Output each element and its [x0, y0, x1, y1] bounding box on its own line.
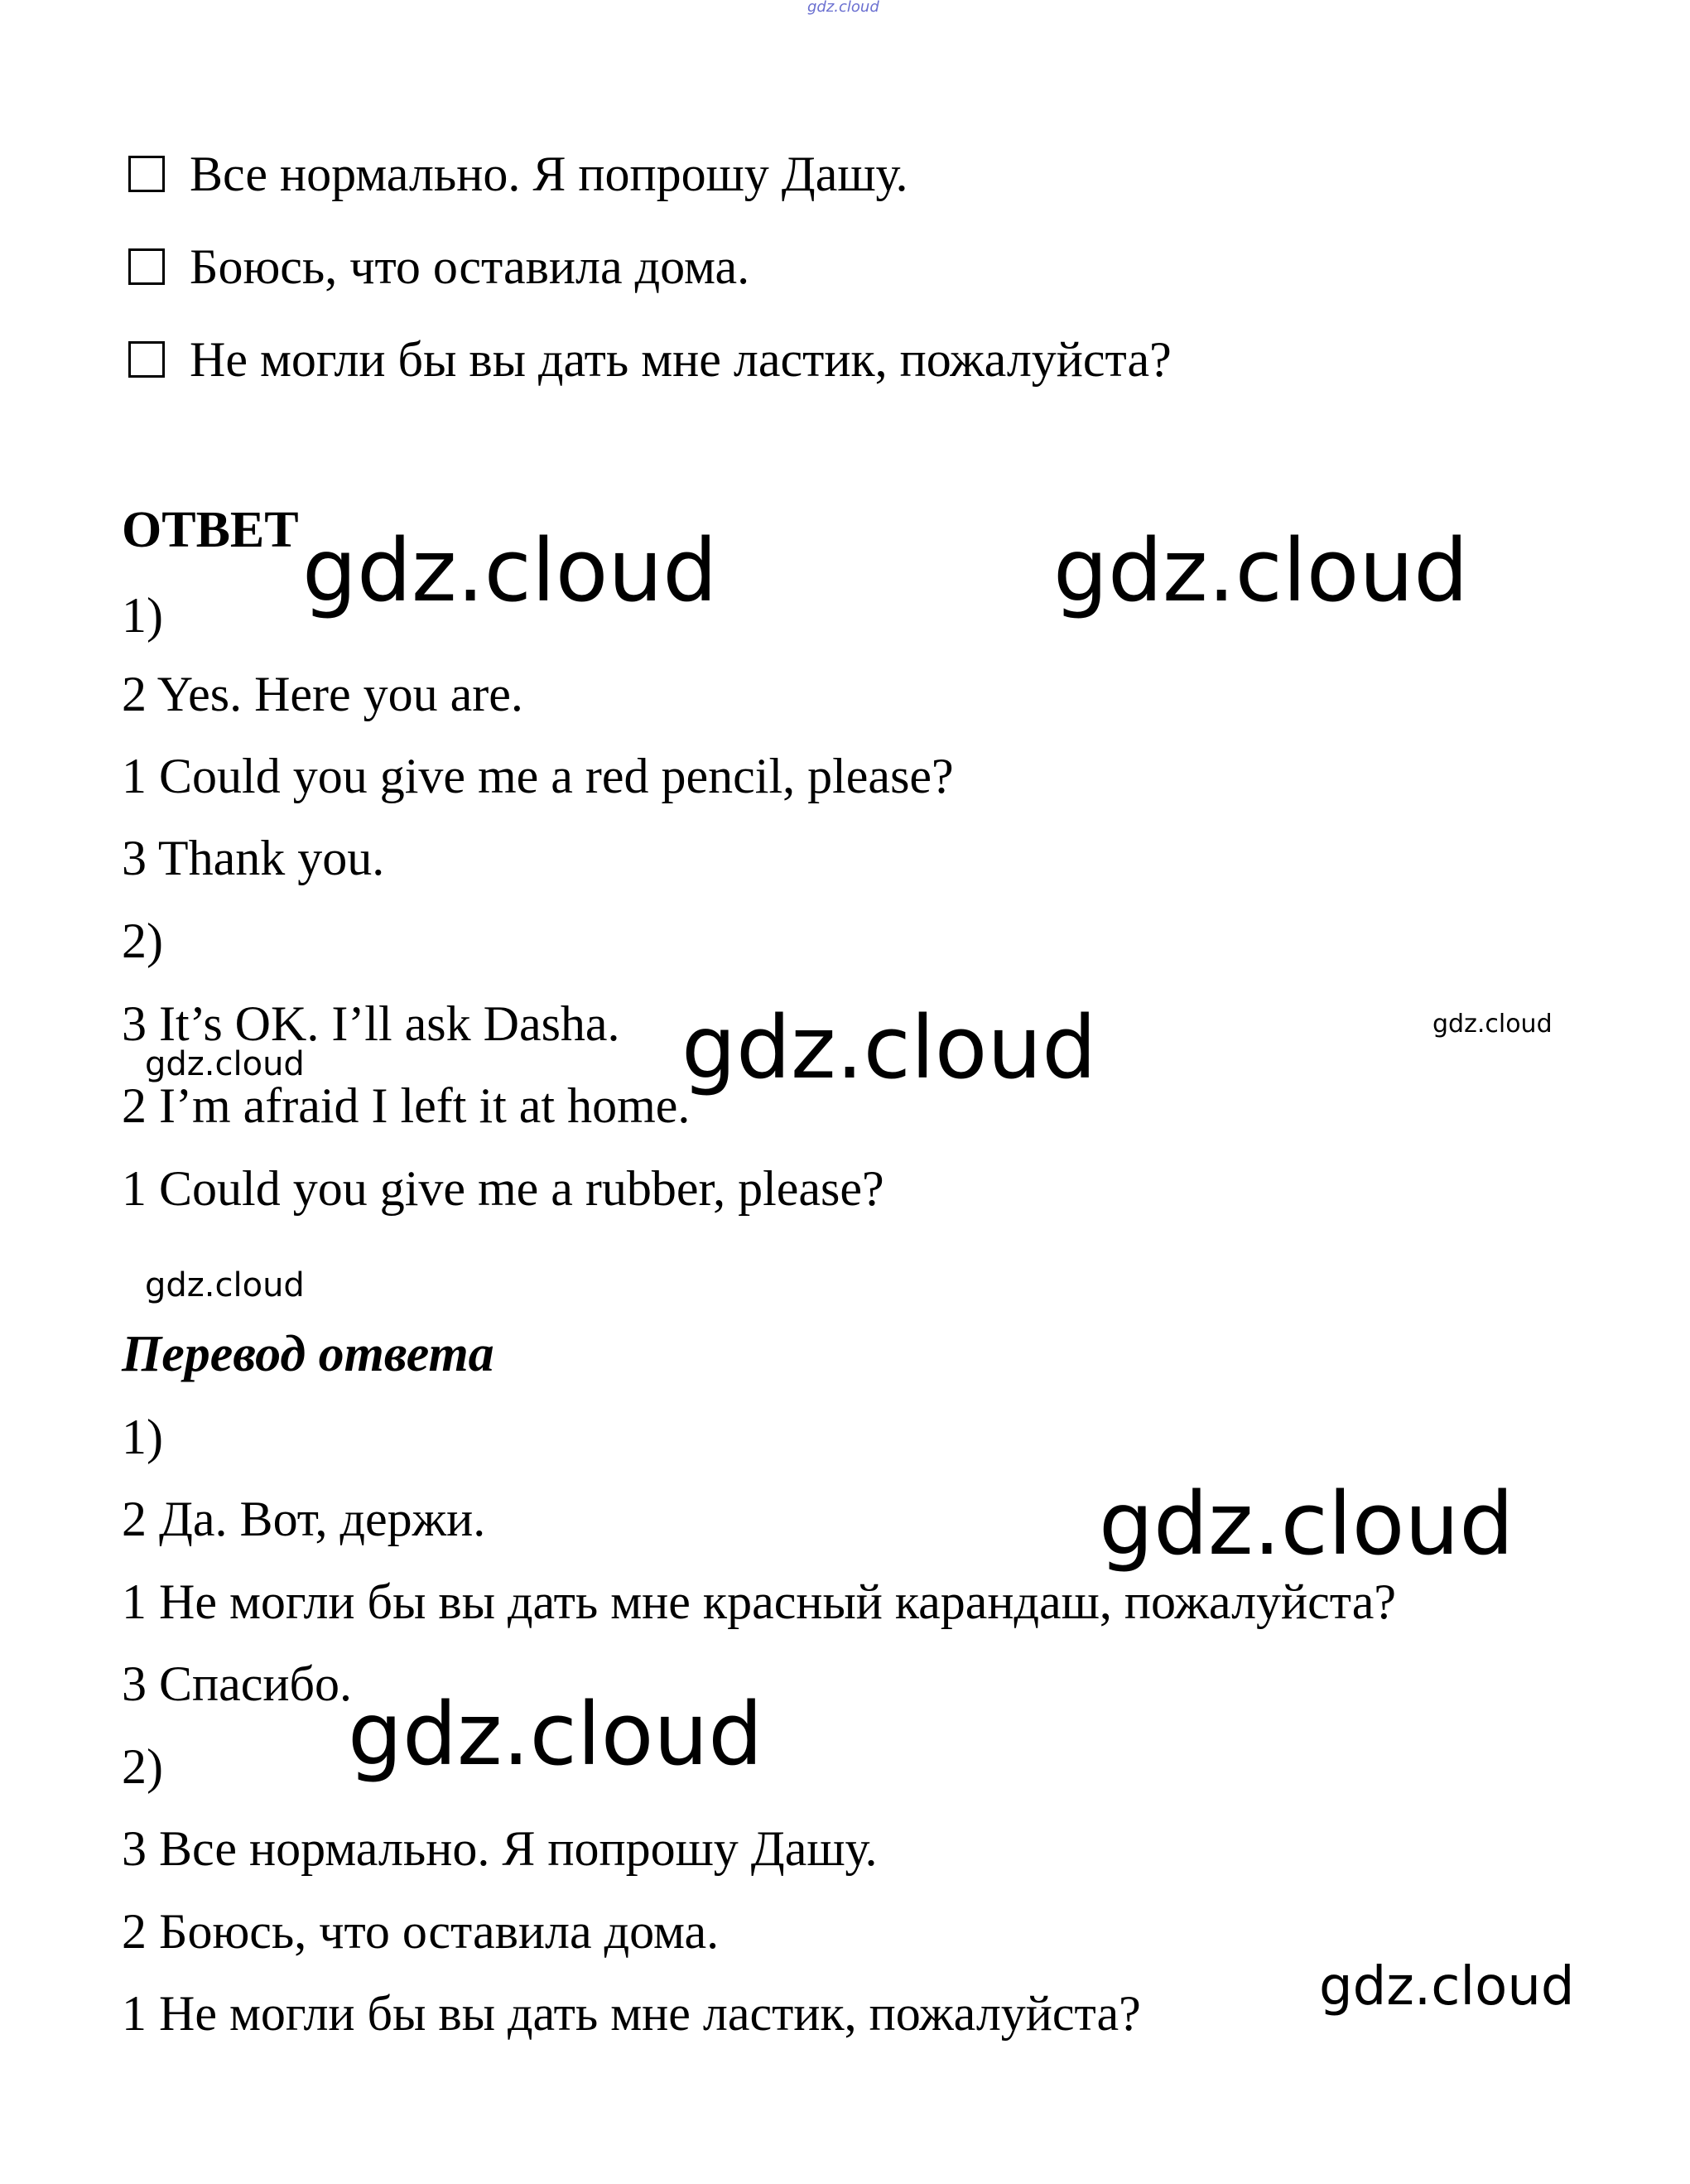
checklist-item-text: Боюсь, что оставила дома. — [190, 239, 750, 294]
translation-line: 1 Не могли бы вы дать мне красный карандаш, пожалуйста? — [122, 1574, 1396, 1629]
translation-part1-label: 1) — [122, 1410, 163, 1464]
checklist-item — [128, 239, 750, 294]
watermark: gdz.cloud — [1319, 1956, 1575, 2018]
answer-line: 2 I’m afraid I left it at home. — [122, 1078, 691, 1133]
answer-heading: ОТВЕТ — [122, 502, 299, 558]
translation-line: 3 Все нормально. Я попрошу Дашу. — [122, 1821, 878, 1876]
watermark: gdz.cloud — [1053, 520, 1469, 621]
checkbox-icon[interactable] — [128, 248, 165, 285]
answer-line: 2 Yes. Here you are. — [122, 667, 523, 721]
watermark: gdz.cloud — [681, 997, 1097, 1098]
checkbox-icon[interactable] — [128, 156, 165, 192]
answer-line: 1 Could you give me a red pencil, please? — [122, 749, 954, 803]
watermark: gdz.cloud — [348, 1684, 763, 1785]
translation-line: 2 Да. Вот, держи. — [122, 1492, 486, 1546]
answer-line: 3 It’s OK. I’ll ask Dasha. — [122, 996, 620, 1051]
checklist-item — [128, 332, 1172, 387]
checklist-item-text: Все нормально. Я попрошу Дашу. — [190, 147, 908, 201]
watermark: gdz.cloud — [145, 1045, 305, 1083]
translation-line: 1 Не могли бы вы дать мне ластик, пожалуйста? — [122, 1986, 1141, 2041]
watermark-top: gdz.cloud — [807, 0, 879, 16]
translation-line: 2 Боюсь, что оставила дома. — [122, 1904, 720, 1959]
checklist-item — [128, 149, 908, 199]
translation-heading: Перевод ответа — [122, 1326, 494, 1382]
watermark: gdz.cloud — [1432, 1010, 1553, 1039]
answer-part1-label: 1) — [122, 588, 163, 643]
watermark: gdz.cloud — [1099, 1473, 1514, 1574]
answer-line: 1 Could you give me a rubber, please? — [122, 1161, 884, 1216]
translation-part2-label: 2) — [122, 1739, 163, 1794]
watermark: gdz.cloud — [302, 520, 718, 621]
checklist-item-text: Не могли бы вы дать мне ластик, пожалуйста? — [190, 332, 1172, 387]
translation-line: 3 Спасибо. — [122, 1656, 353, 1711]
watermark: gdz.cloud — [145, 1266, 305, 1304]
answer-part2-label: 2) — [122, 914, 163, 968]
answer-line: 3 Thank you. — [122, 831, 385, 885]
checkbox-icon[interactable] — [128, 341, 165, 378]
